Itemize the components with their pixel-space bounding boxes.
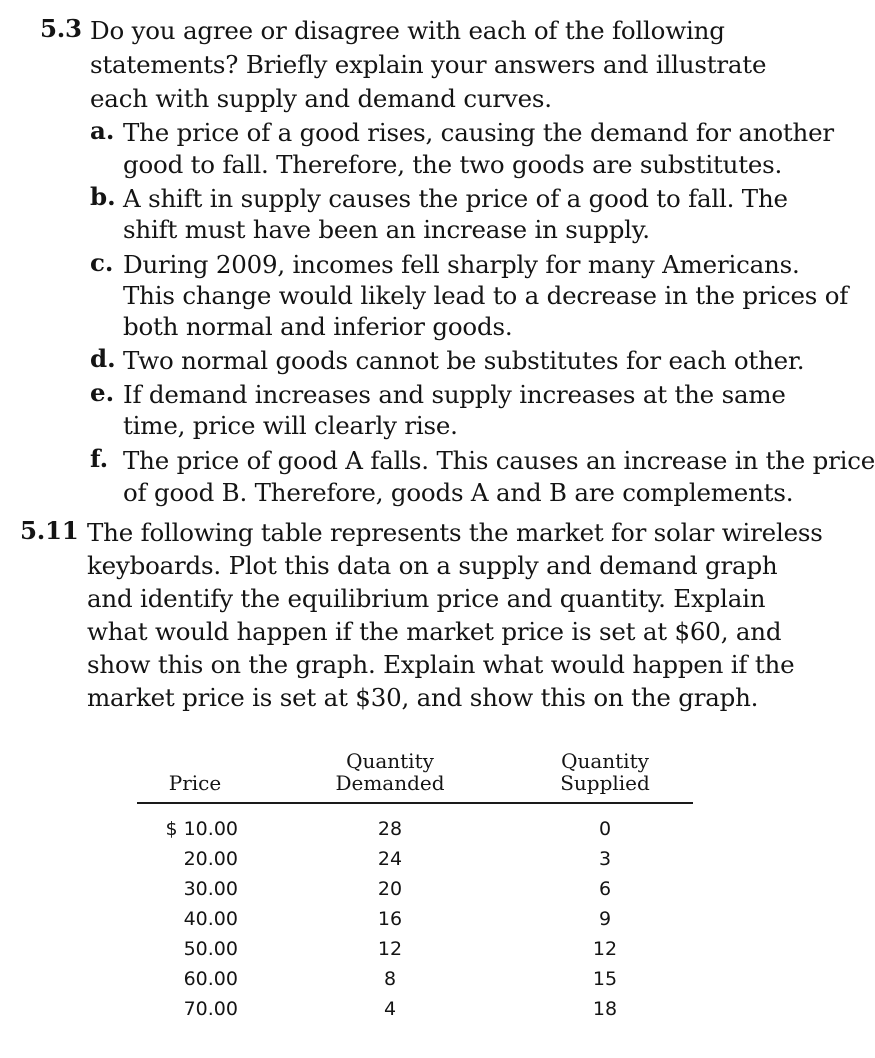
quantity-demanded-cell: 28	[377, 818, 403, 840]
table-header-rule	[137, 802, 693, 804]
part-text-line: During 2009, incomes fell sharply for many Americans.	[123, 250, 800, 279]
question-number: 5.11	[20, 516, 79, 545]
column-header-quantity-supplied-line2: Supplied	[560, 771, 650, 795]
price-cell: $ 10.00	[165, 818, 238, 840]
quantity-supplied-cell: 18	[592, 998, 618, 1020]
quantity-supplied-cell: 15	[592, 968, 618, 990]
part-text-line: shift must have been an increase in supply.	[123, 215, 650, 244]
price-cell: 30.00	[183, 878, 238, 900]
part-text-line: both normal and inferior goods.	[123, 312, 513, 341]
question-text-line: The following table represents the market for solar wireless	[87, 518, 823, 547]
price-cell: 60.00	[183, 968, 238, 990]
price-cell: 40.00	[183, 908, 238, 930]
part-label: d.	[90, 344, 116, 373]
question-text-line: keyboards. Plot this data on a supply and demand graph	[87, 551, 778, 580]
quantity-demanded-cell: 16	[377, 908, 403, 930]
part-text-line: The price of a good rises, causing the demand for another	[123, 118, 834, 147]
part-text-line: A shift in supply causes the price of a good to fall. The	[123, 184, 788, 213]
question-text-line: market price is set at $30, and show this on the graph.	[87, 683, 759, 712]
quantity-supplied-cell: 9	[598, 908, 612, 930]
quantity-supplied-cell: 0	[598, 818, 612, 840]
column-header-quantity-demanded-line1: Quantity	[346, 749, 434, 773]
part-label: b.	[90, 182, 116, 211]
part-text-line: of good B. Therefore, goods A and B are complements.	[123, 478, 794, 507]
question-text-line: statements? Briefly explain your answers and illustrate	[90, 50, 767, 79]
question-text-line: show this on the graph. Explain what would happen if the	[87, 650, 795, 679]
part-text-line: time, price will clearly rise.	[123, 411, 458, 440]
price-cell: 70.00	[183, 998, 238, 1020]
price-cell: 50.00	[183, 938, 238, 960]
column-header-quantity-supplied-line1: Quantity	[561, 749, 649, 773]
question-text-line: each with supply and demand curves.	[90, 84, 552, 113]
column-header-quantity-demanded-line2: Demanded	[335, 771, 445, 795]
quantity-demanded-cell: 24	[377, 848, 403, 870]
quantity-supplied-cell: 12	[592, 938, 618, 960]
quantity-demanded-cell: 8	[383, 968, 397, 990]
part-text-line: Two normal goods cannot be substitutes for each other.	[123, 346, 805, 375]
part-text-line: good to fall. Therefore, the two goods are substitutes.	[123, 150, 783, 179]
part-text-line: This change would likely lead to a decrease in the prices of	[123, 281, 849, 310]
question-text-line: and identify the equilibrium price and quantity. Explain	[87, 584, 766, 613]
quantity-supplied-cell: 3	[598, 848, 612, 870]
quantity-demanded-cell: 4	[383, 998, 397, 1020]
quantity-supplied-cell: 6	[598, 878, 612, 900]
part-label: c.	[90, 248, 114, 277]
part-label: a.	[90, 116, 115, 145]
part-text-line: If demand increases and supply increases at the same	[123, 380, 786, 409]
column-header-price: Price	[168, 771, 222, 795]
part-label: f.	[90, 444, 109, 473]
question-number: 5.3	[40, 14, 82, 43]
question-text-line: what would happen if the market price is set at $60, and	[87, 617, 782, 646]
quantity-demanded-cell: 12	[377, 938, 403, 960]
quantity-demanded-cell: 20	[377, 878, 403, 900]
part-text-line: The price of good A falls. This causes an increase in the price	[123, 446, 875, 475]
price-cell: 20.00	[183, 848, 238, 870]
question-text-line: Do you agree or disagree with each of the following	[90, 16, 725, 45]
part-label: e.	[90, 378, 115, 407]
